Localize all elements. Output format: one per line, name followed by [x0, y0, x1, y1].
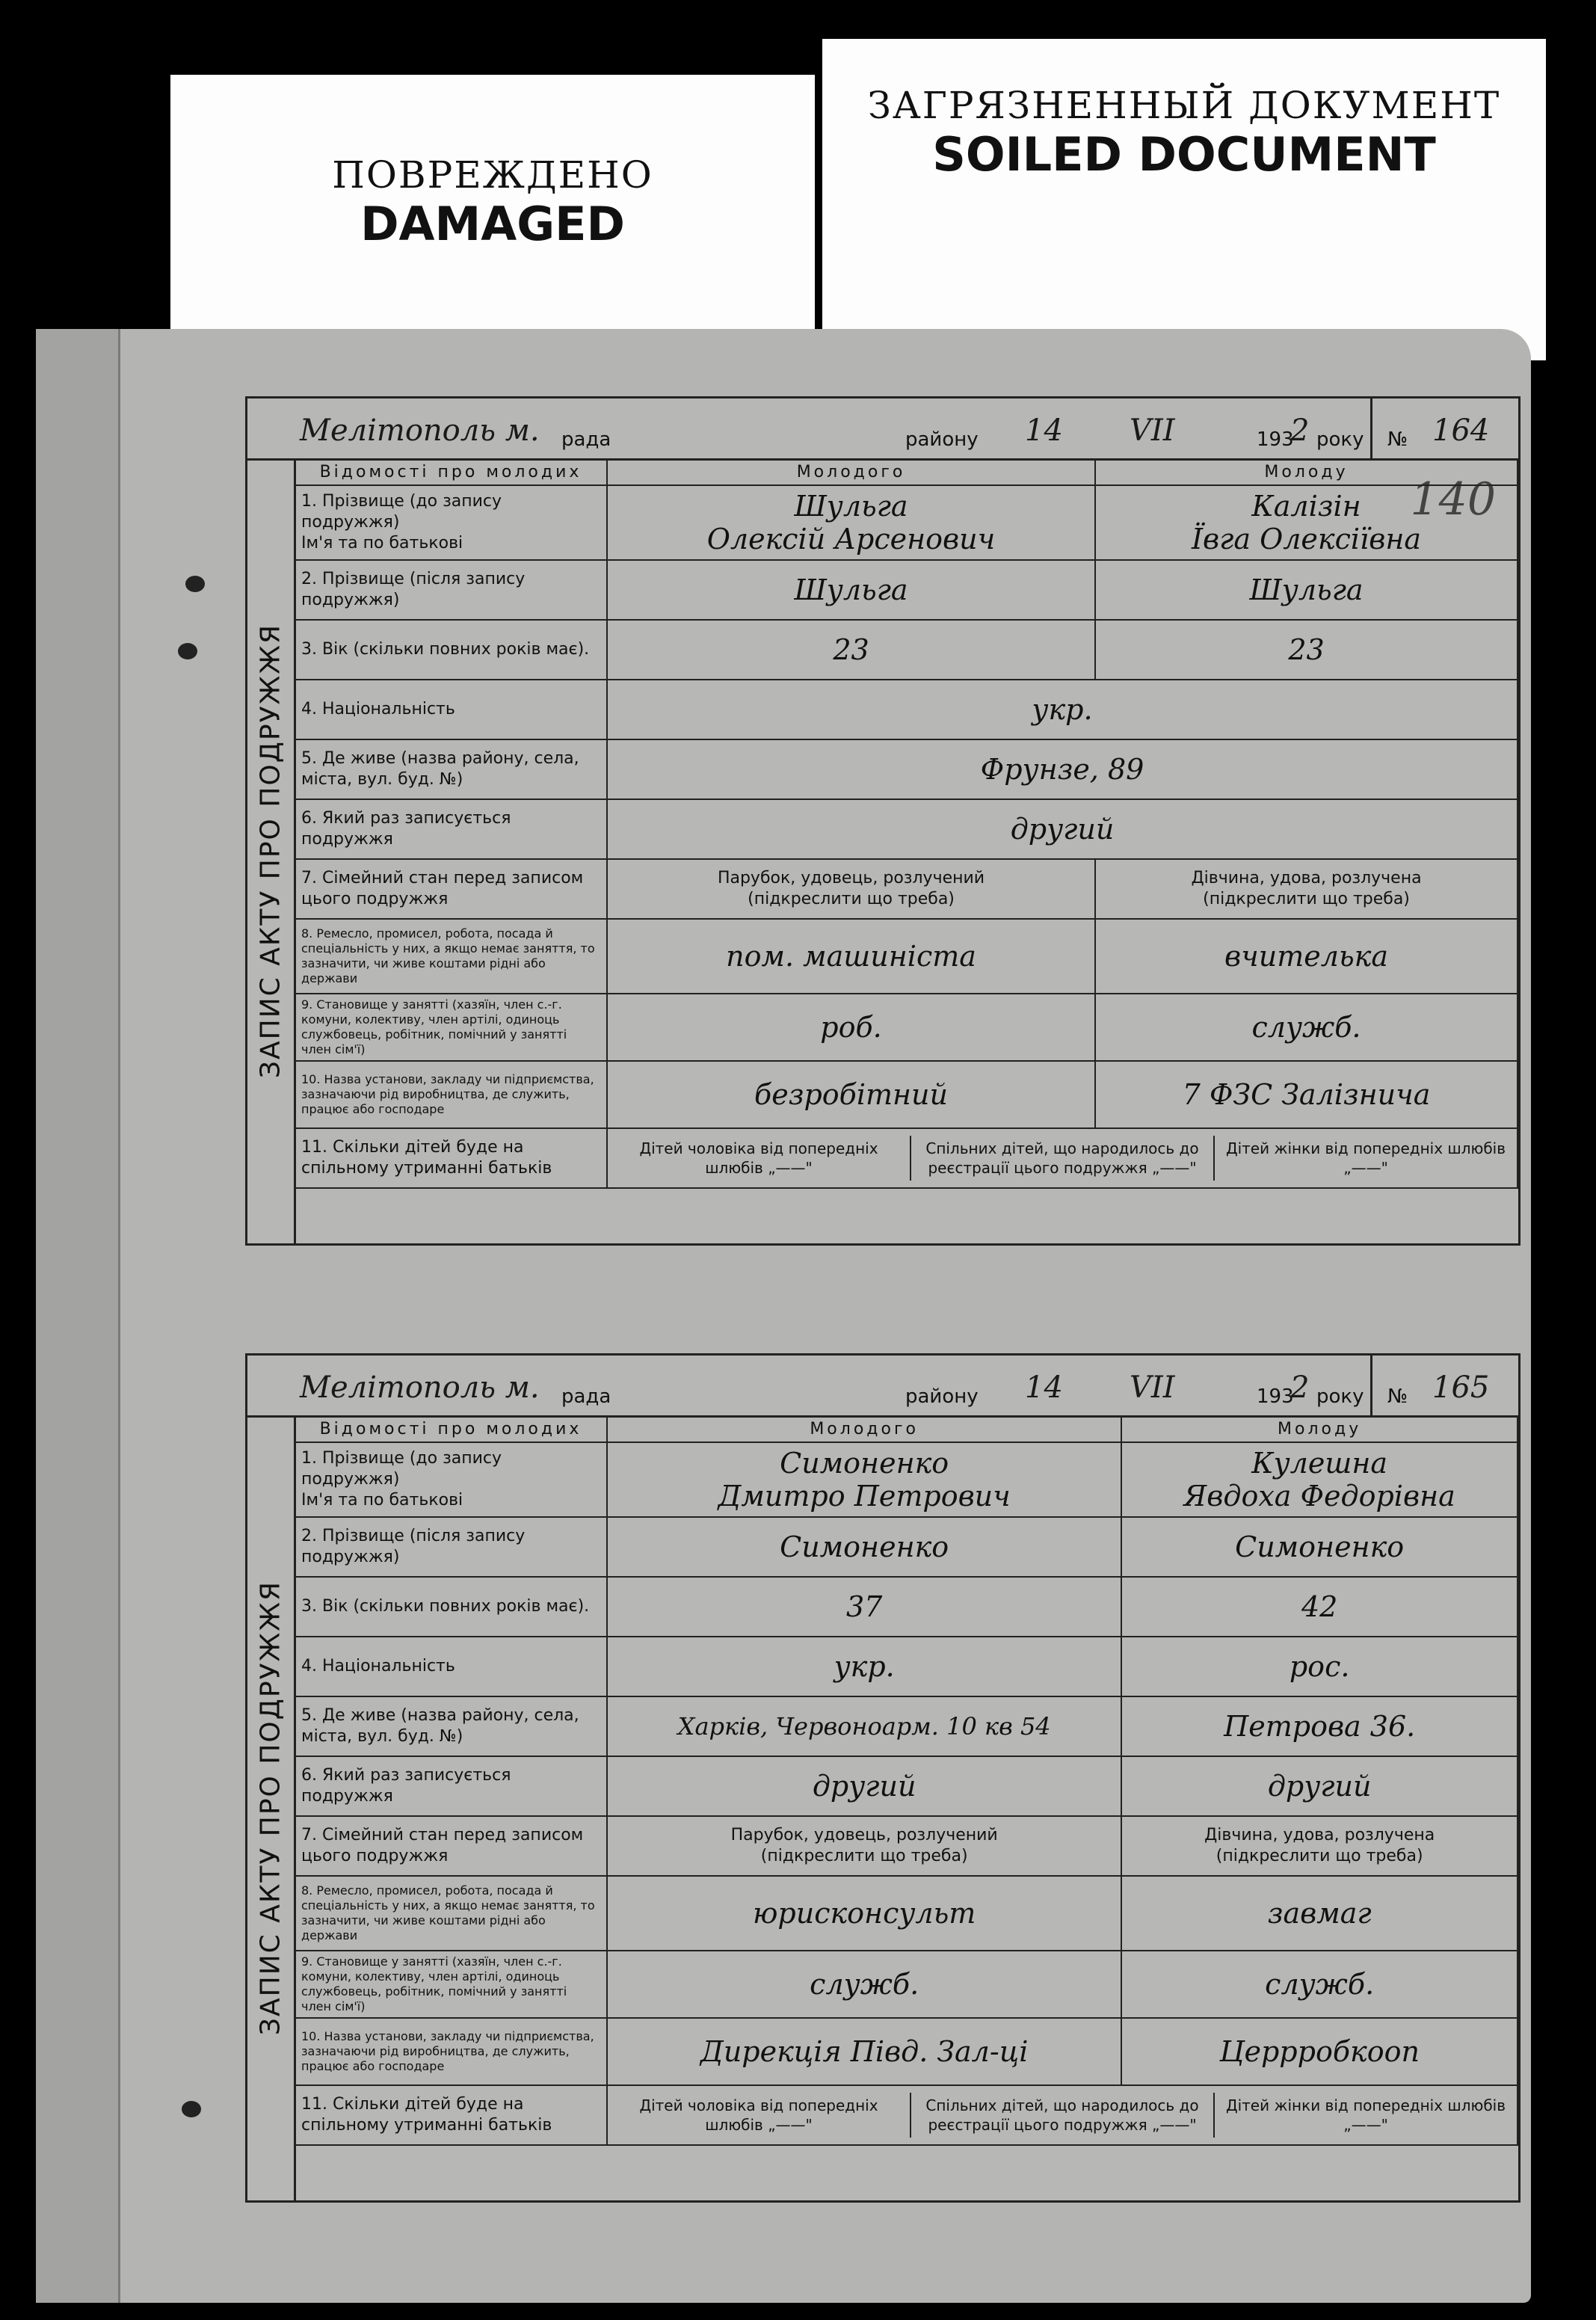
groom-status: Парубок, удовець, розлучений (підкреслити що треба)	[607, 1816, 1121, 1876]
q11-label: 11. Скільки дітей буде на спільному утриманні батьків	[295, 1128, 607, 1188]
q3-label: 3. Вік (скільки повних років має).	[295, 1577, 607, 1637]
col-info: Відомості про молодих	[295, 459, 607, 485]
bride-name-cell: Кулешна Явдоха Федорівна	[1121, 1442, 1518, 1517]
year-prefix: 193	[1257, 1385, 1294, 1408]
record-table	[294, 1415, 1518, 2146]
marriage-record-1	[245, 396, 1520, 1246]
raionu-label: району	[905, 1385, 979, 1408]
nationality: укр.	[607, 680, 1518, 739]
place-value: Мелітополь м.	[300, 413, 540, 448]
groom-name-cell: Шульга Олексій Арсенович	[607, 485, 1095, 560]
q8-label: 8. Ремесло, промисел, робота, посада й спеціальність у них, а якщо немає заняття, то зазначити, чи живе коштами рідні або держави	[295, 919, 607, 994]
groom-age: 37	[607, 1577, 1121, 1637]
q10-label: 10. Назва установи, закладу чи підприємства, зазначаючи рід виробництва, де служить, працює або господаре	[295, 2018, 607, 2085]
punch-hole	[185, 576, 205, 592]
q7-label: 7. Сімейний стан перед записом цього подружжя	[295, 1816, 607, 1876]
bride-surname-after: Шульга	[1095, 560, 1518, 620]
soiled-label-card	[822, 39, 1546, 360]
groom-age: 23	[607, 620, 1095, 680]
day-value: 14	[1025, 1370, 1063, 1405]
q9-label: 9. Становище у занятті (хазяїн, член с.-г. комуни, колективу, член артілі, одиноць службовець, робітник, помічний у занятті член сім'ї)	[295, 1951, 607, 2018]
q10-label: 10. Назва установи, закладу чи підприємства, зазначаючи рід виробництва, де служить, працює або господаре	[295, 1061, 607, 1128]
year-prefix: 193	[1257, 428, 1294, 451]
soiled-label-en: SOILED DOCUMENT	[932, 127, 1436, 182]
q11-label: 11. Скільки дітей буде на спільному утриманні батьків	[295, 2085, 607, 2145]
q6-label: 6. Який раз записується подружжя	[295, 1756, 607, 1816]
groom-workplace: Дирекція Півд. Зал-ці	[607, 2018, 1121, 2085]
groom-job: пом. машиніста	[607, 919, 1095, 994]
punch-hole	[182, 2101, 201, 2117]
groom-name-cell: Симоненко Дмитро Петрович	[607, 1442, 1121, 1517]
bride-nationality: рос.	[1121, 1637, 1518, 1696]
col-bride: Молоду	[1095, 459, 1518, 485]
groom-position: роб.	[607, 994, 1095, 1061]
roku-label: року	[1316, 1385, 1364, 1408]
groom-workplace: безробітний	[607, 1061, 1095, 1128]
record-number: 165	[1432, 1370, 1490, 1405]
bride-workplace: 7 ФЗС Залізнича	[1095, 1061, 1518, 1128]
register-page	[36, 329, 1531, 2303]
q4-label: 4. Національність	[295, 680, 607, 739]
bride-surname-after: Симоненко	[1121, 1517, 1518, 1577]
children-common: Спільних дітей, що народилось до реєстрації цього подружжя „——"	[910, 1136, 1213, 1181]
marriage-count: другий	[607, 799, 1518, 859]
groom-position: служб.	[607, 1951, 1121, 2018]
bride-status: Дівчина, удова, розлучена (підкреслити що треба)	[1095, 859, 1518, 919]
children-husband: Дітей чоловіка від попередніх шлюбів „——"	[639, 2096, 878, 2134]
col-groom: Молодого	[607, 1416, 1121, 1442]
record-number-box	[1370, 1356, 1518, 1415]
q1-label: 1. Прізвище (до запису подружжя) Ім'я та по батькові	[295, 485, 607, 560]
bride-name-cell: Калізін Ївга Олексіївна	[1095, 485, 1518, 560]
children-wife: Дітей жінки від попередніх шлюбів „——"	[1213, 2093, 1517, 2138]
roku-label: року	[1316, 428, 1364, 451]
q2-label: 2. Прізвище (після запису подружжя)	[295, 1517, 607, 1577]
vertical-title: ЗАПИС АКТУ ПРО ПОДРУЖЖЯ	[247, 1415, 296, 2200]
raionu-label: району	[905, 428, 979, 451]
bride-age: 23	[1095, 620, 1518, 680]
q5-label: 5. Де живе (назва району, села, міста, вул. буд. №)	[295, 1696, 607, 1756]
marriage-record-2	[245, 1353, 1520, 2203]
q7-label: 7. Сімейний стан перед записом цього подружжя	[295, 859, 607, 919]
number-sign: №	[1387, 1385, 1408, 1408]
record-number: 164	[1432, 413, 1490, 448]
children-wife: Дітей жінки від попередніх шлюбів „——"	[1213, 1136, 1517, 1181]
col-bride: Молоду	[1121, 1416, 1518, 1442]
groom-address: Харків, Червоноарм. 10 кв 54	[607, 1696, 1121, 1756]
bride-age: 42	[1121, 1577, 1518, 1637]
year-digit: 2	[1290, 1370, 1310, 1405]
month-value: VII	[1130, 413, 1175, 448]
bride-marriage-count: другий	[1121, 1756, 1518, 1816]
month-value: VII	[1130, 1370, 1175, 1405]
q6-label: 6. Який раз записується подружжя	[295, 799, 607, 859]
groom-surname-after: Симоненко	[607, 1517, 1121, 1577]
record-table	[294, 458, 1518, 1189]
q2-label: 2. Прізвище (після запису подружжя)	[295, 560, 607, 620]
children-common: Спільних дітей, що народилось до реєстрації цього подружжя „——"	[910, 2093, 1213, 2138]
damaged-label-ru: ПОВРЕЖДЕНО	[332, 153, 653, 197]
bride-position: служб.	[1095, 994, 1518, 1061]
place-value: Мелітополь м.	[300, 1370, 540, 1405]
q1-label: 1. Прізвище (до запису подружжя) Ім'я та по батькові	[295, 1442, 607, 1517]
record-header	[247, 1356, 1518, 1418]
q5-label: 5. Де живе (назва району, села, міста, вул. буд. №)	[295, 739, 607, 799]
bride-workplace: Церрробкооп	[1121, 2018, 1518, 2085]
number-sign: №	[1387, 428, 1408, 451]
q9-label: 9. Становище у занятті (хазяїн, член с.-г. комуни, колективу, член артілі, одиноць службовець, робітник, помічний у занятті член сім'ї)	[295, 994, 607, 1061]
record-header	[247, 399, 1518, 461]
col-groom: Молодого	[607, 459, 1095, 485]
groom-job: юрисконсульт	[607, 1876, 1121, 1951]
bride-job: вчителька	[1095, 919, 1518, 994]
damaged-label-card	[170, 75, 815, 344]
day-value: 14	[1025, 413, 1063, 448]
q3-label: 3. Вік (скільки повних років має).	[295, 620, 607, 680]
bride-job: завмаг	[1121, 1876, 1518, 1951]
children-row	[607, 2085, 1518, 2145]
record-number-box	[1370, 399, 1518, 458]
children-husband: Дітей чоловіка від попередніх шлюбів „——"	[639, 1139, 878, 1177]
archive-stamp-number: 140	[1410, 473, 1496, 526]
rada-label: рада	[561, 1385, 611, 1408]
address: Фрунзе, 89	[607, 739, 1518, 799]
year-digit: 2	[1290, 413, 1310, 448]
q4-label: 4. Національність	[295, 1637, 607, 1696]
punch-hole	[178, 643, 197, 659]
groom-status: Парубок, удовець, розлучений (підкреслити що треба)	[607, 859, 1095, 919]
q8-label: 8. Ремесло, промисел, робота, посада й спеціальність у них, а якщо немає заняття, то зазначити, чи живе коштами рідні або держави	[295, 1876, 607, 1951]
groom-nationality: укр.	[607, 1637, 1121, 1696]
bride-position: служб.	[1121, 1951, 1518, 2018]
damaged-label-en: DAMAGED	[360, 197, 625, 251]
soiled-label-ru: ЗАГРЯЗНЕННЫЙ ДОКУМЕНТ	[867, 84, 1501, 127]
bride-status: Дівчина, удова, розлучена (підкреслити що треба)	[1121, 1816, 1518, 1876]
groom-surname-after: Шульга	[607, 560, 1095, 620]
groom-marriage-count: другий	[607, 1756, 1121, 1816]
page-binding	[36, 329, 120, 2303]
col-info: Відомості про молодих	[295, 1416, 607, 1442]
vertical-title: ЗАПИС АКТУ ПРО ПОДРУЖЖЯ	[247, 458, 296, 1243]
rada-label: рада	[561, 428, 611, 451]
children-row	[607, 1128, 1518, 1188]
bride-address: Петрова 36.	[1121, 1696, 1518, 1756]
